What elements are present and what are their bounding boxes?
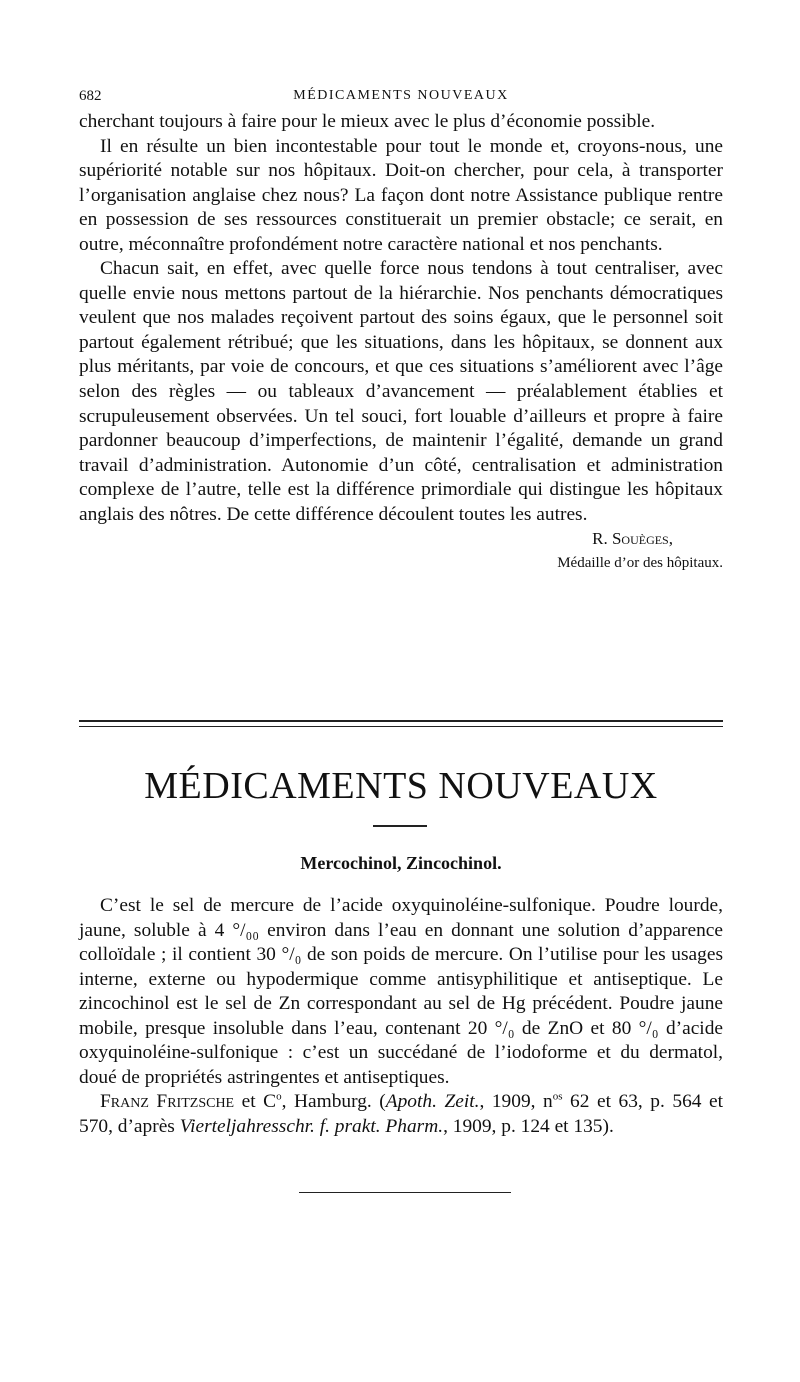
page [79,88,723,1137]
section-title: MÉDICAMENTS NOUVEAUX [144,765,658,807]
text-run: de son poids de mercure. On l’utilise pour les usages interne, externe ou hypodermique comme antisyphilitique et antiseptique. Le zincochinol est le sel de Zn correspondant au sel de Hg précédent. Poudre jaune mobile, presque insoluble dans l’eau, contenant 20 [79,944,723,1039]
reference [79,1090,723,1139]
text-run: , 1909, n [479,1091,553,1113]
superscript: o [276,1090,282,1103]
running-head [79,88,723,110]
divider-line [79,720,723,722]
previous-article-end [79,110,723,575]
text-run: de ZnO et 80 [514,1017,639,1039]
signature-name: R. Souèges, [592,529,673,549]
paragraph: cherchant toujours à faire pour le mieux avec le plus d’économie possible. [79,111,656,132]
text-run: C’est le sel de mercure de l’acide oxyquinoléine-sulfonique. Poudre lourde, jaune, soluble à 4 [79,895,723,941]
title-rule [373,825,427,827]
divider-line [79,726,723,727]
paragraph: Chacun sait, en effet, avec quelle force nous tendons à tout centraliser, avec quelle envie nous mettons partout de la hiérarchie. Nos penchants démocratiques veulent que nos malades reçoivent partout des soins égaux, que le personnel soit partout également rétribué; que les situations, dans les hôpitaux, se donnent aux plus méritants, par voie de concours, et que ces situations s’améliorent avec l’âge selon des règles — ou tableaux d’avancement — préalablement établies et scrupuleusement observées. Un tel souci, fort louable d’ailleurs et propre à faire pardonner beaucoup d’imperfections, de maintenir l’égalité, demande un grand travail d’administration. Autonomie d’un côté, centralisation et administration complexe de l’autre, telle est la différence primordiale qui distingue les hôpitaux anglais des nôtres. De cette différence découlent toutes les autres. [79,258,723,525]
text-run: 62 et 63, p. 564 et 570, d’après [79,1091,723,1137]
text-run: et C [234,1091,277,1113]
percent: °/₀ [281,944,302,966]
end-rule [299,1192,511,1193]
journal-title: Vierteljahresschr. f. prakt. Pharm. [179,1115,444,1137]
per-mille: °/₀₀ [232,919,260,941]
percent: °/₀ [494,1017,515,1039]
entry-body [79,894,723,1139]
superscript: os [552,1090,563,1103]
text-run: , Hamburg. ( [281,1091,386,1113]
running-title: MÉDICAMENTS NOUVEAUX [293,88,509,103]
text-run: d’acide oxyquinoléine-sulfonique : c’est un succédané de l’iodoforme et du dermatol, doué de propriétés astringentes et antiseptiques. [79,1017,723,1088]
text-run: , 1909, p. 124 et 135). [443,1115,614,1137]
signature [79,527,723,575]
percent: °/₀ [638,1017,659,1039]
paragraph: Il en résulte un bien incontestable pour tout le monde et, croyons-nous, une supériorité notable sur nos hôpitaux. Doit-on chercher, pour cela, à transporter l’organisation anglaise chez nous? La façon dont notre Assistance publique rentre en possession de ses ressources constituerait un premier obstacle; ce serait, en outre, méconnaître profondément notre caractère national et nos penchants. [79,135,723,255]
page-number: 682 [79,88,102,104]
ref-company: Franz Fritzsche [100,1091,235,1113]
signature-affiliation: Médaille d’or des hôpitaux. [557,555,723,572]
entry-subtitle: Mercochinol, Zincochinol. [300,853,502,873]
section-divider [79,720,723,729]
journal-title: Apoth. Zeit. [385,1091,480,1113]
text-run: environ dans l’eau en donnant une solution d’apparence colloïdale ; il contient 30 [79,919,723,966]
paragraph [79,894,723,1090]
